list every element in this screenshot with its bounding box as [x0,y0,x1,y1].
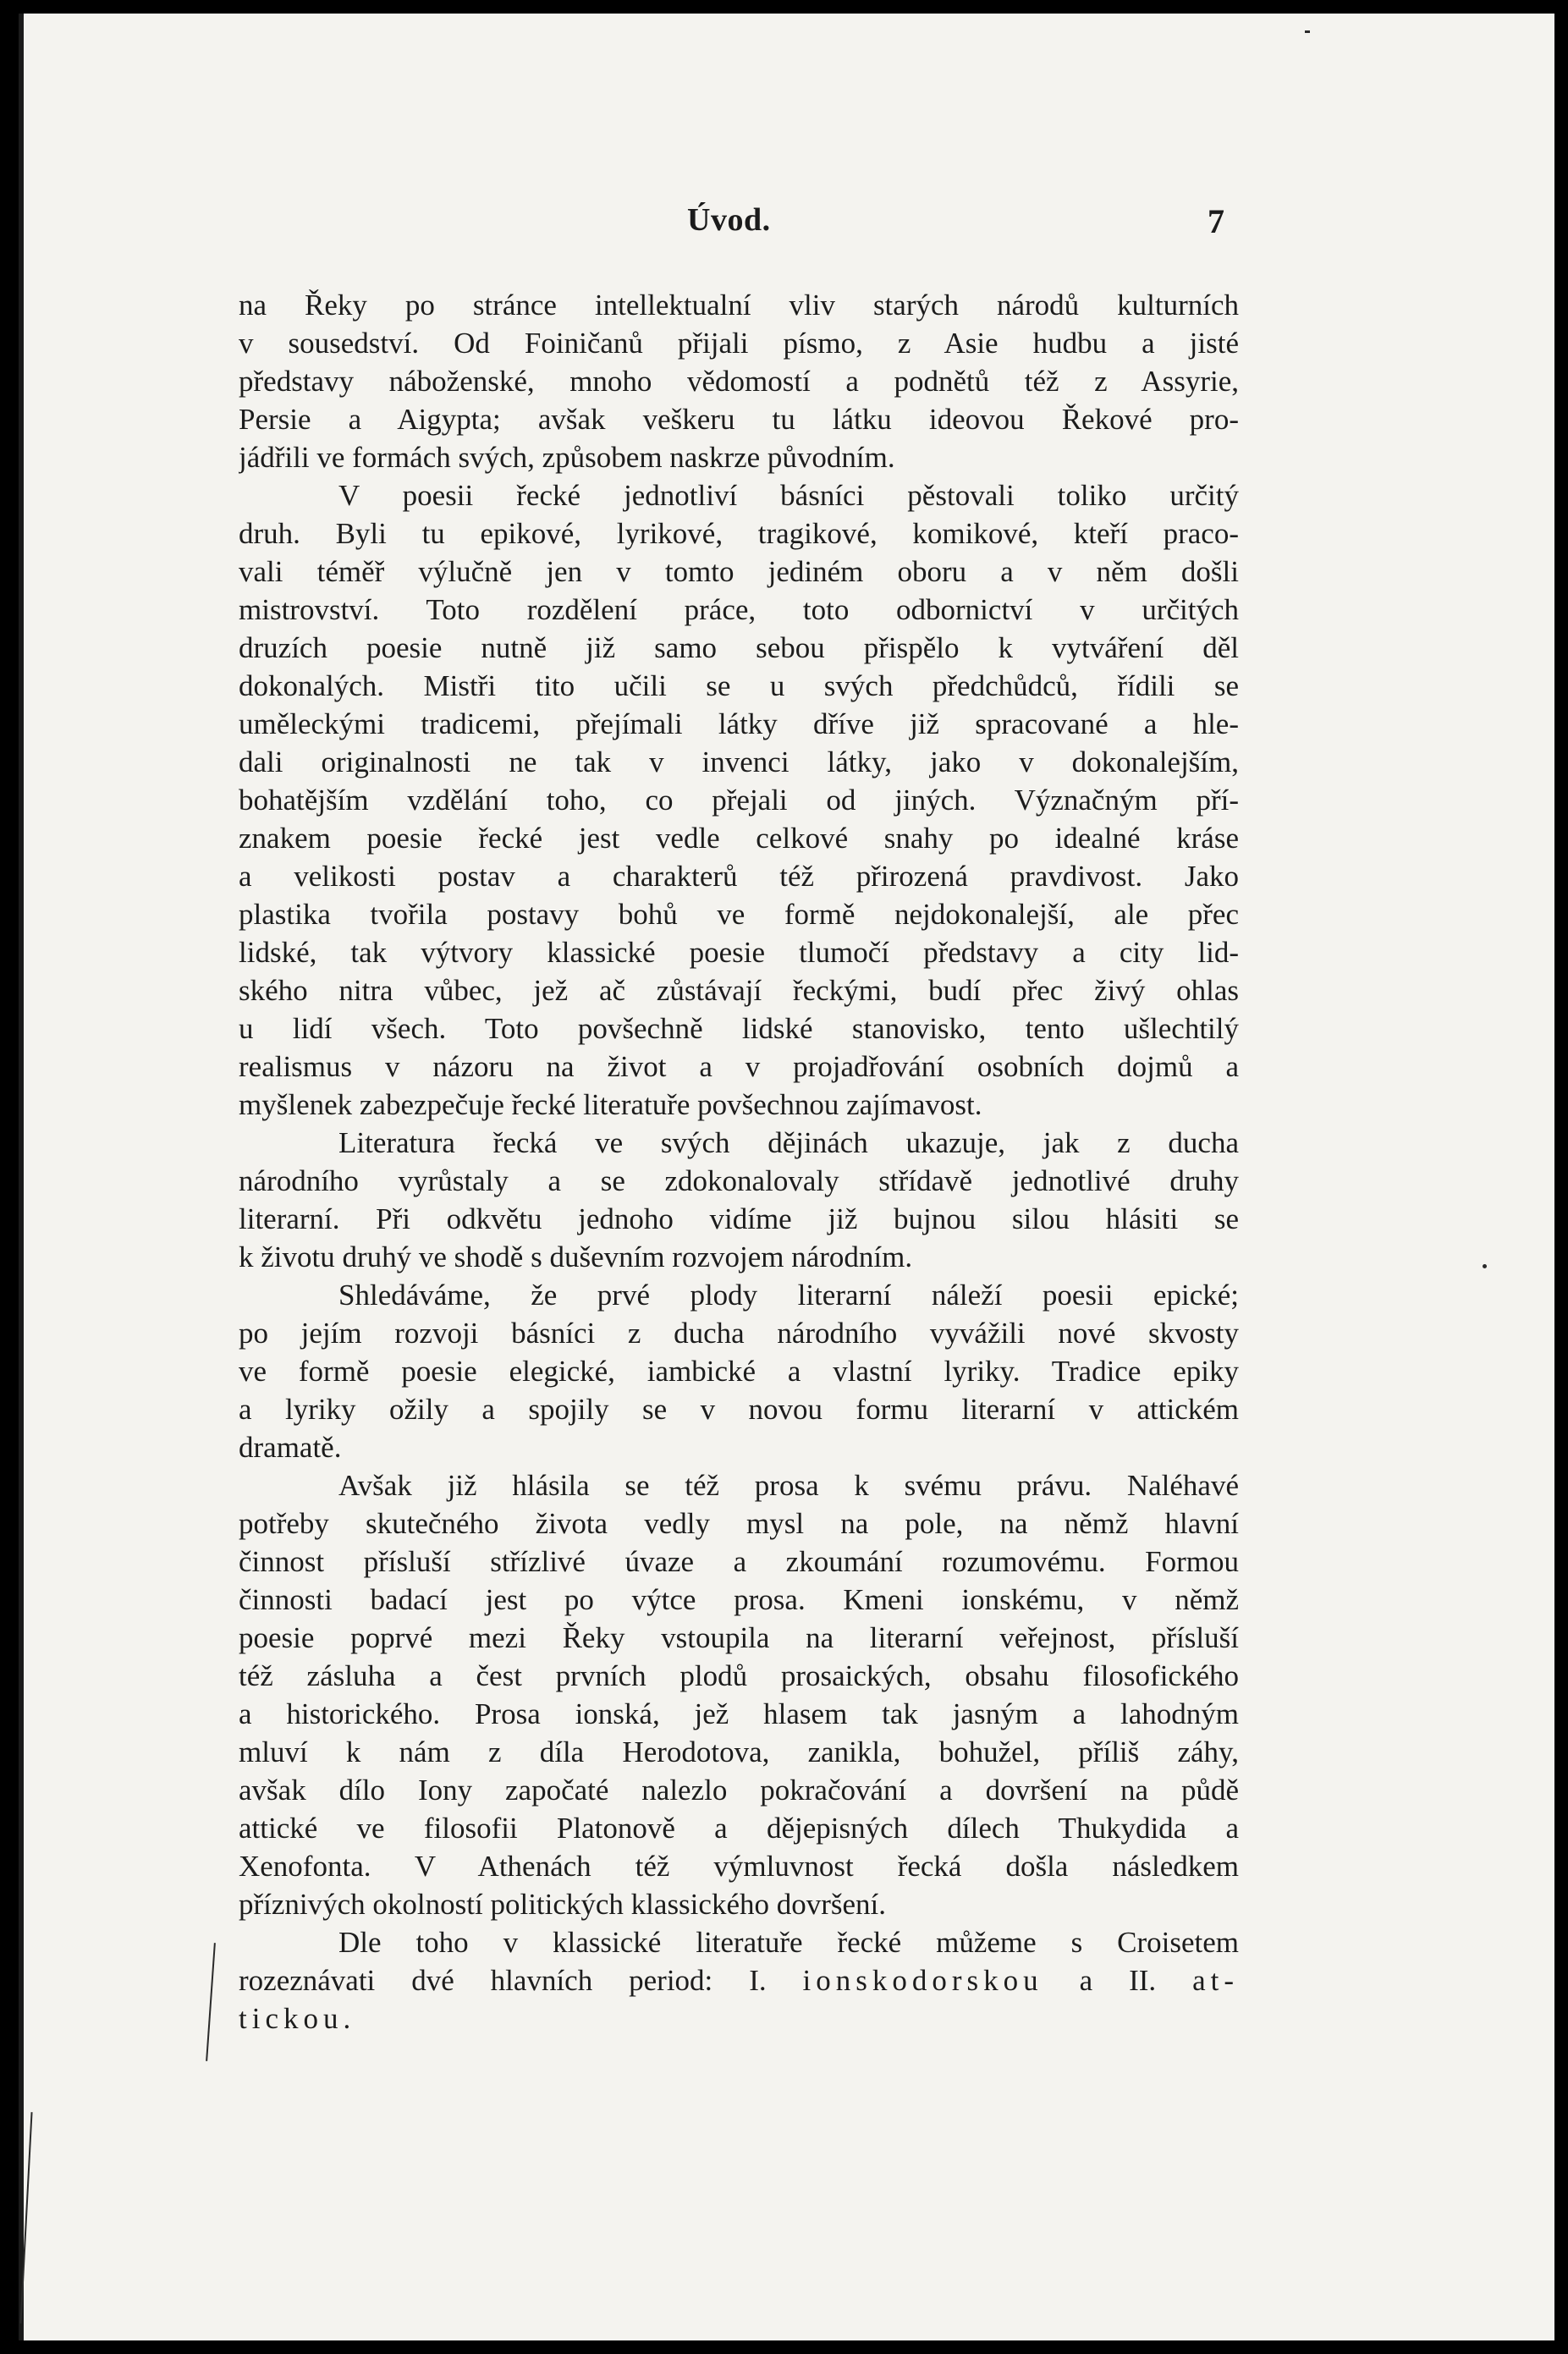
body-text [239,286,1239,2038]
scanned-page [19,14,1554,2340]
text-line: Avšak již hlásila se též prosa k svému právu. Naléhavé [338,1469,1239,1502]
text-line: uměleckými tradicemi, přejímali látky dříve již spracované a hle- [239,707,1239,740]
paragraph-6 [239,1923,1239,2038]
text-line: literarní. Při odkvětu jednoho vidíme již bujnou silou hlásiti se [239,1202,1239,1235]
text-line: poesie poprvé mezi Řeky vstoupila na literarní veřejnost, přísluší [239,1621,1239,1654]
text-line: a historického. Prosa ionská, jež hlasem tak jasným a lahodným [239,1697,1239,1730]
text-line: V poesii řecké jednotliví básníci pěstovali toliko určitý [338,479,1239,512]
text-line: vali téměř výlučně jen v tomto jediném oboru a v něm došli [239,555,1239,588]
text-line: tickou. [239,2002,356,2035]
text-fragment: a II. [1079,1964,1157,1997]
margin-mark [206,1943,216,2061]
text-line: národního vyrůstaly a se zdokonalovaly střídavě jednotlivé druhy [239,1164,1239,1197]
text-line: Persie a Aigypta; avšak veškeru tu látku ideovou Řekové pro- [239,403,1239,436]
text-line: po jejím rozvoji básníci z ducha národního vyvážili nové skvosty [239,1317,1239,1350]
running-header [19,201,1554,249]
text-line: u lidí všech. Toto povšechně lidské stanovisko, tento ušlechtilý [239,1012,1239,1045]
text-line: představy náboženské, mnoho vědomostí a podnětů též z Assyrie, [239,365,1239,398]
page-number: 7 [1208,202,1224,240]
text-line: příznivých okolností politických klassického dovršení. [239,1888,887,1921]
text-line: avšak dílo Iony započaté nalezlo pokračování a dovršení na půdě [239,1774,1239,1807]
text-line: bohatějším vzdělání toho, co přejali od jiných. Význačným pří- [239,784,1239,817]
text-line: dokonalých. Mistři tito učili se u svých předchůdců, řídili se [239,669,1239,702]
text-line: attické ve filosofii Platonově a dějepisných dílech Thukydida a [239,1812,1239,1845]
text-line: mluví k nám z díla Herodotova, zanikla, bohužel, příliš záhy, [239,1735,1239,1768]
text-line: realismus v názoru na život a v projadřování osobních dojmů a [239,1050,1239,1083]
text-line: lidské, tak výtvory klassické poesie tlumočí představy a city lid- [239,936,1239,969]
margin-mark [1305,30,1310,33]
paragraph-2 [239,476,1239,1124]
scan-edge-shadow [19,14,24,2340]
text-line: činnost přísluší střízlivé úvaze a zkoumání rozumovému. Formou [239,1545,1239,1578]
paragraph-4 [239,1276,1239,1466]
text-line: znakem poesie řecké jest vedle celkové snahy po idealné kráse [239,822,1239,855]
text-line: druh. Byli tu epikové, lyrikové, tragikové, komikové, kteří praco- [239,517,1239,550]
text-line: Shledáváme, že prvé plody literarní náleží poesii epické; [338,1279,1239,1312]
text-line: potřeby skutečného života vedly mysl na pole, na němž hlavní [239,1507,1239,1540]
text-line: dramatě. [239,1431,342,1464]
text-fragment: rozeznávati dvé hlavních period: I. [239,1964,767,1997]
text-line: v sousedství. Od Foiničanů přijali písmo, z Asie hudbu a jisté [239,327,1239,360]
text-line: též zásluha a čest prvních plodů prosaických, obsahu filosofického [239,1659,1239,1692]
text-line: myšlenek zabezpečuje řecké literatuře povšechnou zajímavost. [239,1088,982,1121]
text-line: a velikosti postav a charakterů též přirozená pravdivost. Jako [239,860,1239,893]
text-line [239,1961,1239,1999]
paragraph-5 [239,1466,1239,1923]
chapter-title: Úvod. [687,202,771,238]
text-line: Literatura řecká ve svých dějinách ukazuje, jak z ducha [338,1126,1239,1159]
text-line: Dle toho v klassické literatuře řecké můžeme s Croisetem [338,1926,1239,1959]
text-line: dali originalnosti ne tak v invenci látky, jako v dokonalejším, [239,745,1239,778]
text-line: ve formě poesie elegické, iambické a vlastní lyriky. Tradice epiky [239,1355,1239,1388]
period-name-attic: at- [1192,1964,1239,1997]
text-line: Xenofonta. V Athenách též výmluvnost řecká došla následkem [239,1850,1239,1883]
text-line: druzích poesie nutně již samo sebou přispělo k vytváření děl [239,631,1239,664]
period-name-ionian: ionskodorskou [802,1964,1043,1997]
text-line: na Řeky po stránce intellektualní vliv starých národů kulturních [239,289,1239,322]
paragraph-1 [239,286,1239,476]
paragraph-3 [239,1124,1239,1276]
text-line: mistrovství. Toto rozdělení práce, toto odbornictví v určitých [239,593,1239,626]
text-line: a lyriky ožily a spojily se v novou formu literarní v attickém [239,1393,1239,1426]
text-line: ského nitra vůbec, jež ač zůstávají řeckými, budí přec živý ohlas [239,974,1239,1007]
margin-mark [1483,1264,1487,1268]
text-line: jádřili ve formách svých, způsobem naskrze původním. [239,441,895,474]
text-line: plastika tvořila postavy bohů ve formě nejdokonalejší, ale přec [239,898,1239,931]
text-line: činnosti badací jest po výtce prosa. Kmeni ionskému, v němž [239,1583,1239,1616]
text-line: k životu druhý ve shodě s duševním rozvojem národním. [239,1240,913,1273]
